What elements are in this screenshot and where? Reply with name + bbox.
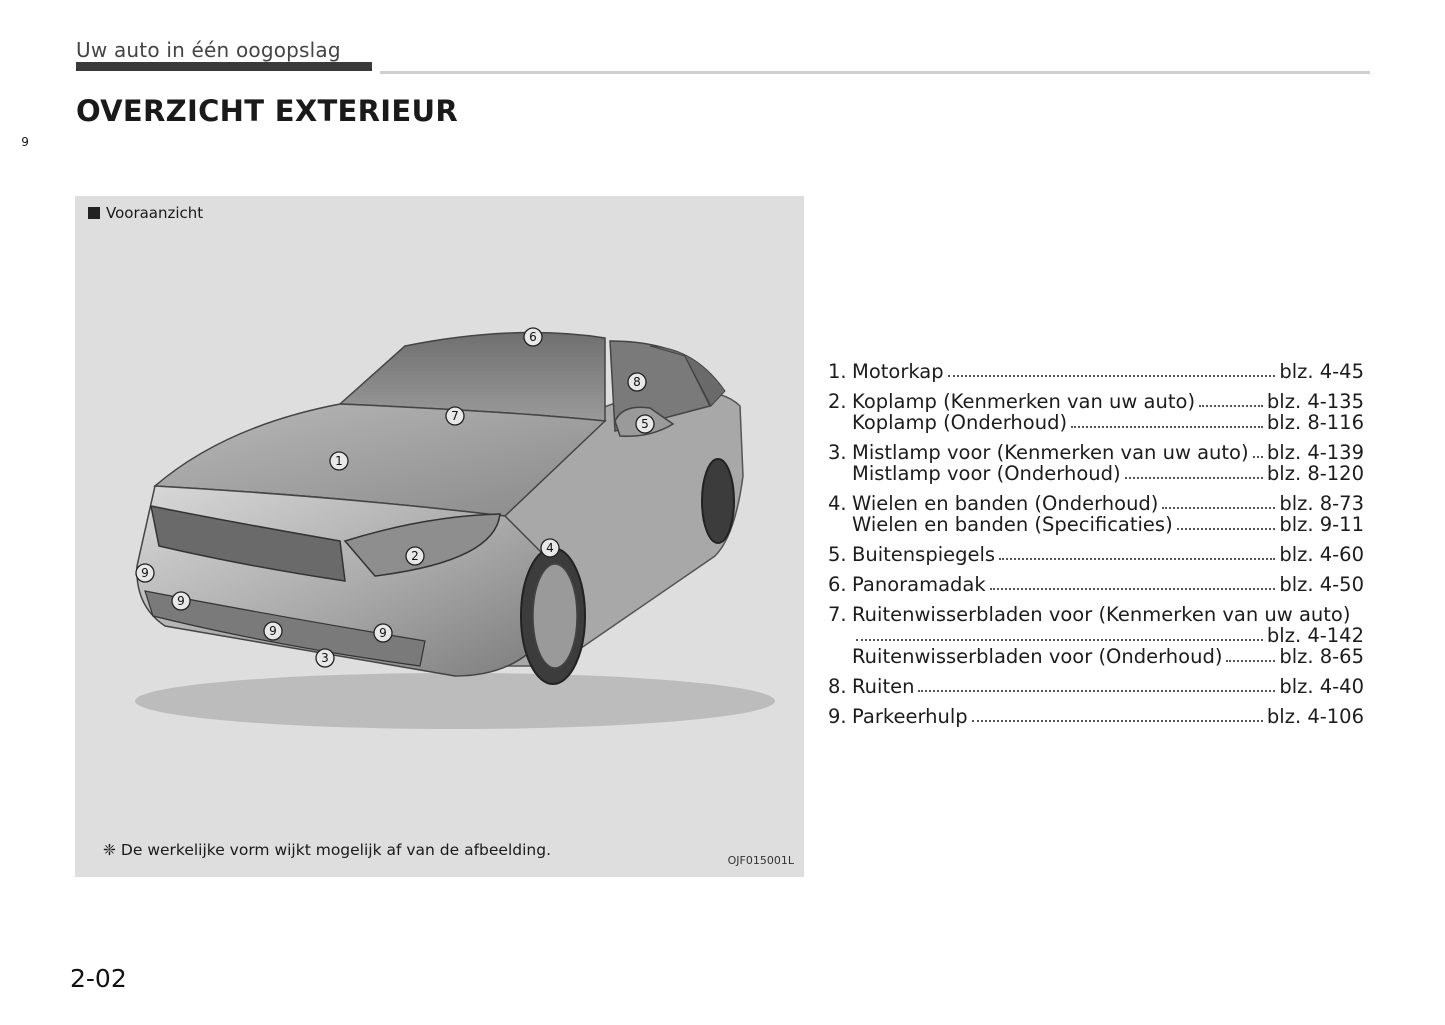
figure-caption: Vooraanzicht	[88, 204, 203, 222]
callout-5	[636, 415, 654, 433]
svg-text:1: 1	[335, 454, 343, 468]
toc-item	[828, 706, 1364, 727]
toc-page-ref: blz. 4-45	[1279, 360, 1364, 383]
svg-text:9: 9	[21, 135, 29, 149]
toc-leader-dots	[1253, 455, 1263, 458]
toc-item	[828, 544, 1364, 565]
toc-line	[828, 646, 1364, 667]
toc-line	[828, 625, 1364, 646]
toc-item	[828, 676, 1364, 697]
toc-text: Koplamp (Kenmerken van uw auto)	[852, 390, 1196, 413]
toc-page-ref: blz. 4-106	[1266, 705, 1364, 728]
toc-page-ref: blz. 4-50	[1279, 573, 1364, 596]
exterior-figure	[21, 135, 804, 877]
toc-leader-dots	[1125, 476, 1263, 479]
toc-leader-dots	[948, 374, 1276, 377]
toc-text: Wielen en banden (Onderhoud)	[852, 492, 1159, 515]
svg-text:7: 7	[451, 409, 459, 423]
toc-line	[828, 544, 1364, 565]
toc-page-ref: blz. 4-135	[1266, 390, 1364, 413]
toc-item	[828, 493, 1364, 535]
toc-number: 4.	[828, 492, 847, 515]
svg-text:6: 6	[529, 330, 537, 344]
callout-6	[524, 328, 542, 346]
callout-9	[172, 592, 190, 610]
svg-text:4: 4	[546, 541, 554, 555]
svg-text:9: 9	[141, 566, 149, 580]
callout-9	[264, 622, 282, 640]
callout-7	[446, 407, 464, 425]
toc-leader-dots	[918, 689, 1275, 692]
ground-shadow	[135, 673, 775, 729]
toc-line	[828, 676, 1364, 697]
toc-line	[828, 391, 1364, 412]
svg-text:5: 5	[641, 417, 649, 431]
toc-line	[828, 442, 1364, 463]
svg-text:8: 8	[633, 375, 641, 389]
toc-text: Ruitenwisserbladen voor (Kenmerken van uw auto)	[852, 603, 1351, 626]
car-illustration	[21, 135, 804, 877]
toc-number: 8.	[828, 675, 847, 698]
toc-leader-dots	[1177, 527, 1276, 530]
toc-text: Wielen en banden (Specificaties)	[852, 513, 1173, 536]
toc-page-ref: blz. 4-60	[1279, 543, 1364, 566]
figure-note: ❈ De werkelijke vorm wijkt mogelijk af van de afbeelding.	[103, 841, 552, 859]
toc-text: Mistlamp voor (Kenmerken van uw auto)	[852, 441, 1249, 464]
toc-item	[828, 442, 1364, 484]
toc-leader-dots	[999, 557, 1275, 560]
section-label: Uw auto in één oogopslag	[76, 38, 341, 62]
toc-line	[828, 706, 1364, 727]
toc-leader-dots	[1199, 404, 1263, 407]
toc-line	[828, 574, 1364, 595]
page-number: 2-02	[70, 964, 127, 993]
svg-text:9: 9	[379, 626, 387, 640]
toc-number: 1.	[828, 360, 847, 383]
toc-leader-dots	[1226, 659, 1275, 662]
toc-text: Ruitenwisserbladen voor (Onderhoud)	[852, 645, 1223, 668]
toc-page-ref: blz. 9-11	[1279, 513, 1364, 536]
toc-page-ref: blz. 8-73	[1279, 492, 1364, 515]
toc-item	[828, 361, 1364, 382]
toc-number: 3.	[828, 441, 847, 464]
toc-text: Koplamp (Onderhoud)	[852, 411, 1068, 434]
toc-line	[828, 463, 1364, 484]
toc-line	[828, 514, 1364, 535]
toc-leader-dots	[856, 638, 1263, 641]
toc-leader-dots	[990, 587, 1276, 590]
toc-page-ref: blz. 4-40	[1279, 675, 1364, 698]
toc-number: 7.	[828, 603, 847, 626]
callout-1	[330, 452, 348, 470]
callout-9	[21, 135, 29, 149]
page-title: OVERZICHT EXTERIEUR	[76, 94, 458, 128]
toc-line	[828, 604, 1364, 625]
toc-text: Mistlamp voor (Onderhoud)	[852, 462, 1121, 485]
svg-text:9: 9	[269, 624, 277, 638]
toc-page-ref: blz. 8-116	[1266, 411, 1364, 434]
callout-9	[136, 564, 154, 582]
toc-text: Parkeerhulp	[852, 705, 968, 728]
toc-leader-dots	[1071, 425, 1263, 428]
toc-text: Panoramadak	[852, 573, 986, 596]
toc-line	[828, 493, 1364, 514]
toc-page-ref: blz. 8-120	[1266, 462, 1364, 485]
callout-9	[374, 624, 392, 642]
toc-text: Motorkap	[852, 360, 944, 383]
toc-leader-dots	[972, 719, 1263, 722]
svg-text:3: 3	[321, 651, 329, 665]
toc-page-ref: blz. 4-139	[1266, 441, 1364, 464]
toc-number: 5.	[828, 543, 847, 566]
rear-wheel	[702, 459, 734, 543]
toc-item	[828, 574, 1364, 595]
toc-line	[828, 361, 1364, 382]
square-bullet-icon	[88, 207, 100, 219]
header-rule-dark	[76, 62, 372, 71]
toc-number: 6.	[828, 573, 847, 596]
toc-text: Ruiten	[852, 675, 915, 698]
toc-page-ref: blz. 8-65	[1279, 645, 1364, 668]
header-rule-light	[380, 71, 1370, 74]
toc-item	[828, 391, 1364, 433]
callout-3	[316, 649, 334, 667]
toc-line	[828, 412, 1364, 433]
svg-text:9: 9	[177, 594, 185, 608]
toc-page-ref: blz. 4-142	[1266, 624, 1364, 647]
svg-text:2: 2	[411, 549, 419, 563]
front-rim	[533, 564, 577, 668]
toc-item	[828, 604, 1364, 667]
callout-2	[406, 547, 424, 565]
figure-code: OJF015001L	[727, 854, 794, 867]
toc-number: 9.	[828, 705, 847, 728]
toc-text: Buitenspiegels	[852, 543, 996, 566]
toc-list	[828, 361, 1364, 736]
toc-number: 2.	[828, 390, 847, 413]
callout-8	[628, 373, 646, 391]
callout-4	[541, 539, 559, 557]
toc-leader-dots	[1162, 506, 1275, 509]
